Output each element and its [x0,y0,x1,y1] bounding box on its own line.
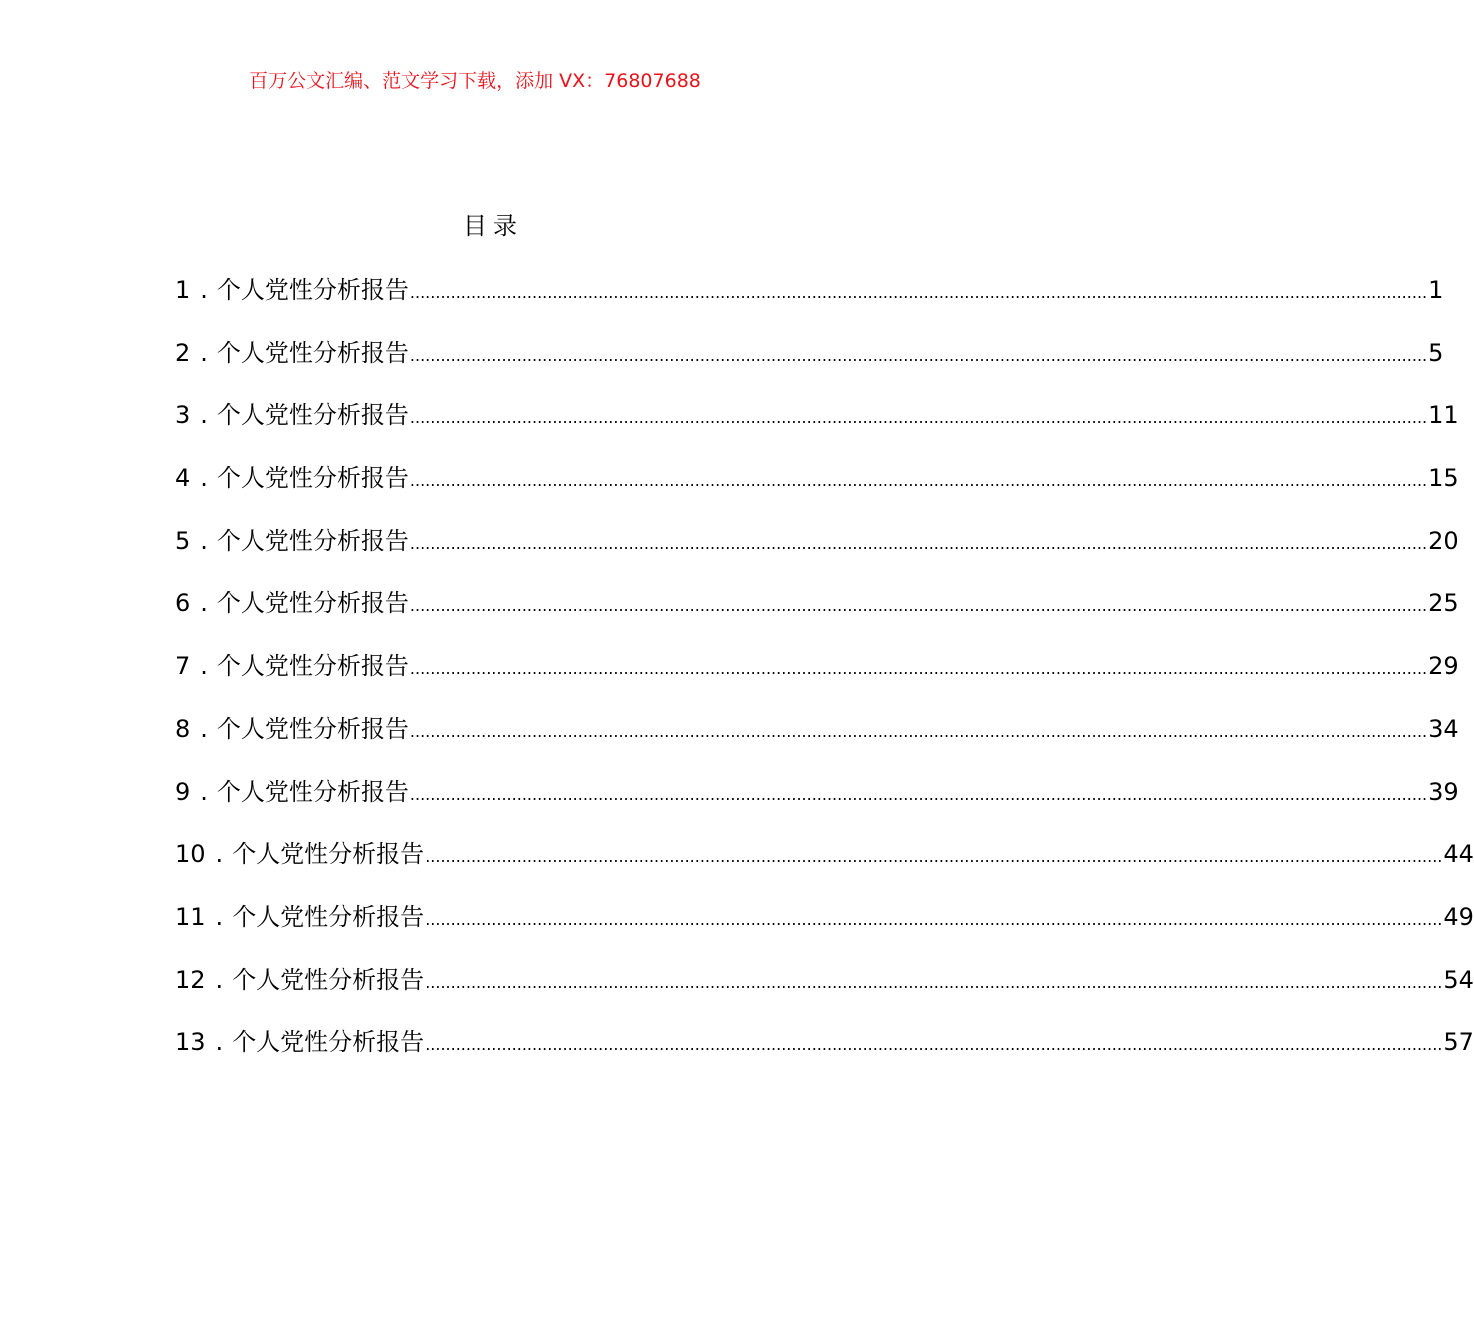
toc-dot-leader: ........................................................................................................................................................................................................ [409,471,1428,491]
toc-dot-leader: ........................................................................................................................................................................................................ [409,345,1428,365]
toc-entry-title: 个人党性分析报告 [232,902,425,931]
toc-entry-page-number: 5 [1428,338,1444,367]
toc-entry-number: 3 [175,401,191,430]
toc-entry[interactable] [175,584,1459,647]
toc-entry[interactable] [175,647,1459,710]
toc-entry-separator: . [200,338,208,367]
toc-entry-title: 个人党性分析报告 [216,526,409,555]
toc-entry-number: 1 [175,276,191,304]
toc-entry-number: 2 [175,338,191,367]
toc-entry-separator: . [200,276,208,304]
toc-entry-separator: . [215,1028,224,1057]
toc-entry-separator: . [200,589,208,618]
toc-entry-page-number: 39 [1428,777,1459,806]
toc-entry-title: 个人党性分析报告 [232,965,425,994]
toc-entry-number: 6 [175,589,191,618]
toc-entry-number: 8 [175,714,191,743]
toc-entry[interactable] [175,773,1459,836]
toc-entry-title: 个人党性分析报告 [232,840,425,869]
toc-entry-page-number: 1 [1428,276,1444,304]
toc-dot-leader: ........................................................................................................................................................................................................ [409,721,1428,741]
toc-entry-page-number: 54 [1443,965,1474,994]
toc-title: 目录 [463,212,523,240]
toc-dot-leader: ........................................................................................................................................................................................................ [425,1035,1443,1055]
toc-entry-page-number: 15 [1428,464,1459,493]
toc-entry-title: 个人党性分析报告 [216,338,409,367]
toc-entry[interactable] [175,835,1474,898]
toc-entry[interactable] [175,271,1444,334]
toc-entry-separator: . [200,777,208,806]
toc-entry-title: 个人党性分析报告 [216,276,409,304]
toc-entry-title: 个人党性分析报告 [232,1028,425,1057]
toc-entry-separator: . [200,464,208,493]
toc-dot-leader: ........................................................................................................................................................................................................ [409,784,1428,804]
toc-entry-title: 个人党性分析报告 [216,652,409,681]
toc-entry-number: 12 [175,965,206,994]
toc-entry-number: 7 [175,652,191,681]
toc-entry-page-number: 49 [1443,902,1474,931]
toc-entry-page-number: 25 [1428,589,1459,618]
toc-dot-leader: ........................................................................................................................................................................................................ [425,972,1443,992]
toc-entry-title: 个人党性分析报告 [216,589,409,618]
toc-entry-separator: . [215,965,224,994]
toc-entry[interactable] [175,522,1459,585]
toc-entry-separator: . [200,526,208,555]
toc-entry-title: 个人党性分析报告 [216,401,409,430]
toc-dot-leader: ........................................................................................................................................................................................................ [409,283,1428,302]
toc-entry[interactable] [175,710,1459,773]
toc-entry-page-number: 20 [1428,526,1459,555]
toc-entry[interactable] [175,1023,1474,1086]
toc-entry-page-number: 11 [1428,401,1459,430]
toc-dot-leader: ........................................................................................................................................................................................................ [409,533,1428,553]
toc-entry[interactable] [175,459,1459,522]
toc-dot-leader: ........................................................................................................................................................................................................ [409,408,1428,428]
toc-dot-leader: ........................................................................................................................................................................................................ [425,847,1443,867]
toc-entry-page-number: 29 [1428,652,1459,681]
toc-entry-title: 个人党性分析报告 [216,777,409,806]
toc-list [175,271,1474,1086]
toc-dot-leader: ........................................................................................................................................................................................................ [409,659,1428,679]
toc-entry-page-number: 34 [1428,714,1459,743]
toc-entry-number: 9 [175,777,191,806]
toc-entry-title: 个人党性分析报告 [216,714,409,743]
toc-entry-number: 4 [175,464,191,493]
toc-entry-separator: . [215,840,224,869]
toc-entry-separator: . [215,902,224,931]
toc-entry-title: 个人党性分析报告 [216,464,409,493]
header-banner: 百万公文汇编、范文学习下载，添加 VX：76807688 [249,70,701,92]
toc-entry-separator: . [200,401,208,430]
toc-dot-leader: ........................................................................................................................................................................................................ [425,909,1443,929]
toc-entry-page-number: 57 [1443,1028,1474,1057]
toc-entry[interactable] [175,961,1474,1024]
toc-entry-number: 11 [175,902,206,931]
toc-entry-page-number: 44 [1443,840,1474,869]
toc-entry-number: 13 [175,1028,206,1057]
toc-entry[interactable] [175,396,1459,459]
toc-entry-number: 10 [175,840,206,869]
toc-entry-separator: . [200,714,208,743]
toc-entry-number: 5 [175,526,191,555]
toc-entry-separator: . [200,652,208,681]
toc-dot-leader: ........................................................................................................................................................................................................ [409,596,1428,616]
toc-entry[interactable] [175,334,1444,397]
toc-entry[interactable] [175,898,1474,961]
